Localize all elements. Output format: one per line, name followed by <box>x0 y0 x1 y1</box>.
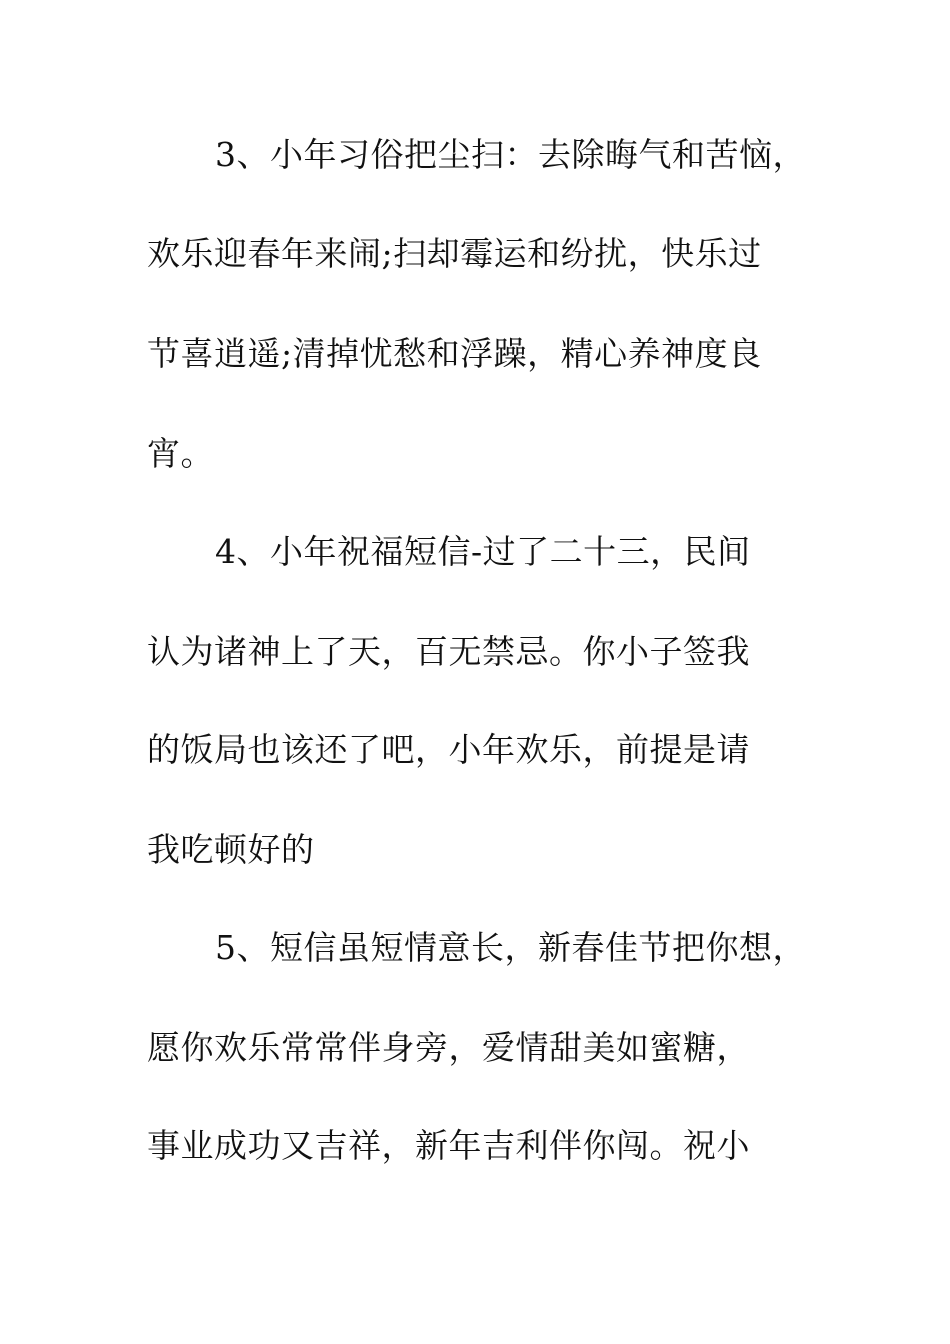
paragraph-4-line-1: 4、小年祝福短信-过了二十三，民间 <box>215 532 751 571</box>
paragraph-5-line-1: 5、短信虽短情意长，新春佳节把你想， <box>215 928 806 967</box>
paragraph-5-line-3: 事业成功又吉祥，新年吉利伴你闯。祝小 <box>147 1126 750 1165</box>
paragraph-3-line-2: 欢乐迎春年来闹;扫却霉运和纷扰，快乐过 <box>147 234 762 273</box>
paragraph-5-line-2: 愿你欢乐常常伴身旁，爱情甜美如蜜糖， <box>147 1028 750 1067</box>
paragraph-4-line-3: 的饭局也该还了吧，小年欢乐，前提是请 <box>147 730 750 769</box>
paragraph-4-line-2: 认为诸神上了天，百无禁忌。你小子签我 <box>147 632 750 671</box>
paragraph-3-line-1: 3、小年习俗把尘扫：去除晦气和苦恼， <box>215 135 806 174</box>
paragraph-4-line-4: 我吃顿好的 <box>147 830 315 869</box>
paragraph-3-line-3: 节喜逍遥;清掉忧愁和浮躁，精心养神度良 <box>147 334 762 373</box>
paragraph-3-line-4: 宵。 <box>147 434 214 473</box>
